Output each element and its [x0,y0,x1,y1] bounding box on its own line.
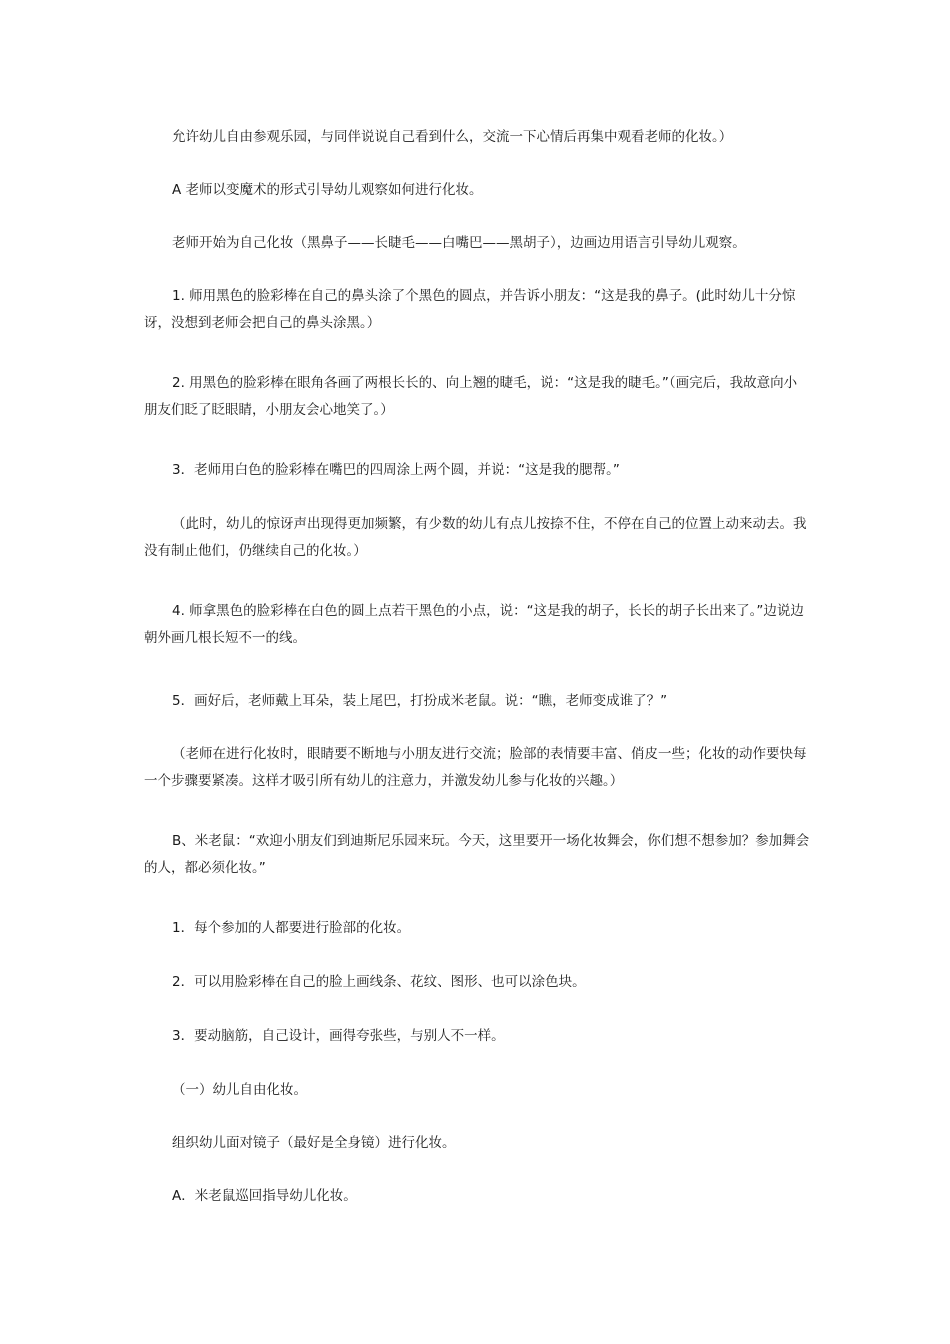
paragraph: B、米老鼠：“欢迎小朋友们到迪斯尼乐园来玩。今天，这里要开一场化妆舞会，你们想不想参加？参加舞会的人，都必须化妆。” [144,833,810,876]
paragraph: A．米老鼠巡回指导幼儿化妆。 [172,1188,357,1204]
paragraph: 5．画好后，老师戴上耳朵，装上尾巴，打扮成米老鼠。说：“瞧，老师变成谁了？” [172,693,668,709]
document-page [144,0,810,1344]
paragraph: 允许幼儿自由参观乐园，与同伴说说自己看到什么，交流一下心情后再集中观看老师的化妆。） [172,129,733,145]
paragraph: 2. 用黑色的脸彩棒在眼角各画了两根长长的、向上翘的睫毛，说：“这是我的睫毛。”（画完后，我故意向小朋友们眨了眨眼睛，小朋友会心地笑了。） [144,375,798,418]
paragraph: 3．老师用白色的脸彩棒在嘴巴的四周涂上两个圆，并说：“这是我的腮帮。” [172,462,620,478]
paragraph: 1. 师用黑色的脸彩棒在自己的鼻头涂了个黑色的圆点，并告诉小朋友：“这是我的鼻子。(此时幼儿十分惊讶，没想到老师会把自己的鼻头涂黑。） [144,288,796,331]
paragraph: A 老师以变魔术的形式引导幼儿观察如何进行化妆。 [172,182,483,198]
paragraph: 组织幼儿面对镜子（最好是全身镜）进行化妆。 [172,1135,456,1151]
paragraph: （一）幼儿自由化妆。 [172,1082,307,1098]
paragraph: 老师开始为自己化妆（黑鼻子——长睫毛——白嘴巴——黑胡子），边画边用语言引导幼儿观察。 [172,235,746,251]
paragraph: （此时，幼儿的惊讶声出现得更加频繁，有少数的幼儿有点儿按捺不住，不停在自己的位置上动来动去。我没有制止他们，仍继续自己的化妆。） [144,516,807,559]
paragraph: 1．每个参加的人都要进行脸部的化妆。 [172,920,411,936]
paragraph: 3．要动脑筋，自己设计，画得夸张些，与别人不一样。 [172,1028,505,1044]
paragraph: 4. 师拿黑色的脸彩棒在白色的圆上点若干黑色的小点，说：“这是我的胡子，长长的胡子长出来了。”边说边朝外画几根长短不一的线。 [144,603,804,646]
paragraph: 2．可以用脸彩棒在自己的脸上画线条、花纹、图形、也可以涂色块。 [172,974,586,990]
paragraph: （老师在进行化妆时，眼睛要不断地与小朋友进行交流；脸部的表情要丰富、俏皮一些；化妆的动作要快每一个步骤要紧凑。这样才吸引所有幼儿的注意力，并激发幼儿参与化妆的兴趣。） [144,746,807,789]
